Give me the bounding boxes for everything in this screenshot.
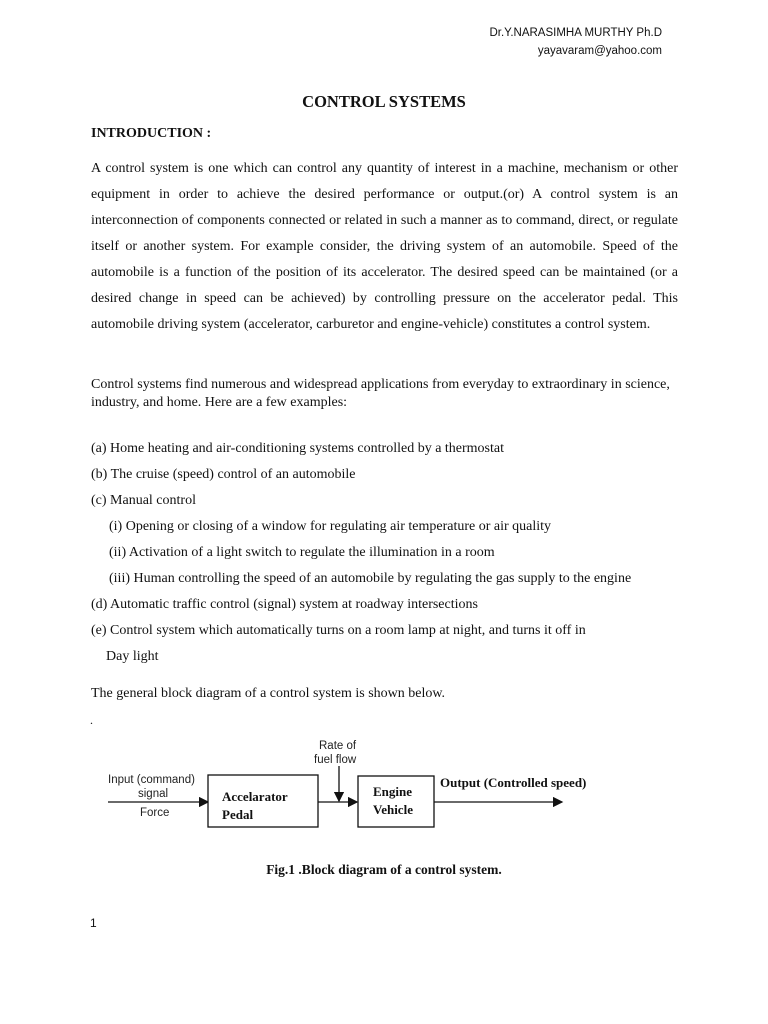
block2-label-line1: Engine [373,784,413,799]
disturbance-label-line1: Rate of [319,740,357,752]
input-label-line1: Input (command) [108,774,195,786]
list-item: (b) The cruise (speed) control of an automobile [91,467,356,482]
block1-label-line2: Pedal [222,807,254,822]
list-item: (c) Manual control [91,493,196,508]
page-title: CONTROL SYSTEMS [302,92,466,111]
paragraph-definition: A control system is one which can control any quantity of interest in a machine, mechanism or other equipment in order to achieve the desired performance or output.(or) A control system is an interconnection of components connected or related in such a manner as to command, direct, or regulate itself or another system. For example consider, the driving system of an automobile. Speed of the automobile is a function of the position of its accelerator. The desired speed can be maintained (or a desired change in speed can be achieved) by controlling pressure on the accelerator pedal. This automobile driving system (accelerator, carburetor and engine-vehicle) constitutes a control system. [91,161,678,332]
intro-heading: INTRODUCTION : [91,126,212,141]
paragraph-applications: Control systems find numerous and widespread applications from everyday to extraordinary in science, industry, and home. Here are a few examples: [91,377,670,410]
output-label: Output (Controlled speed) [440,775,587,790]
input-label-line2: signal [138,788,169,800]
list-subitem: (i) Opening or closing of a window for regulating air temperature or air quality [109,519,552,534]
input-label-line3: Force [140,807,170,819]
list-item: (a) Home heating and air-conditioning systems controlled by a thermostat [91,441,504,456]
examples-list [91,436,691,670]
block2-label-line2: Vehicle [373,802,413,817]
stray-dot: . [90,713,93,727]
disturbance-label-line2: fuel flow [314,754,357,766]
list-item: (d) Automatic traffic control (signal) system at roadway intersections [91,597,478,612]
block1-label-line1: Accelarator [222,789,288,804]
figure-caption: Fig.1 .Block diagram of a control system. [266,862,502,877]
header-email: yayavaram@yahoo.com [537,45,662,57]
list-item: (e) Control system which automatically turns on a room lamp at night, and turns it off in [91,623,586,638]
paragraph-diagram-intro: The general block diagram of a control system is shown below. [91,686,446,701]
list-subitem: (ii) Activation of a light switch to regulate the illumination in a room [109,545,495,560]
list-item-continuation: Day light [106,649,159,664]
header-author: Dr.Y.NARASIMHA MURTHY Ph.D [489,27,662,39]
block-diagram [100,730,620,840]
list-subitem: (iii) Human controlling the speed of an automobile by regulating the gas supply to the engine [109,571,632,586]
page-number: 1 [90,916,97,930]
